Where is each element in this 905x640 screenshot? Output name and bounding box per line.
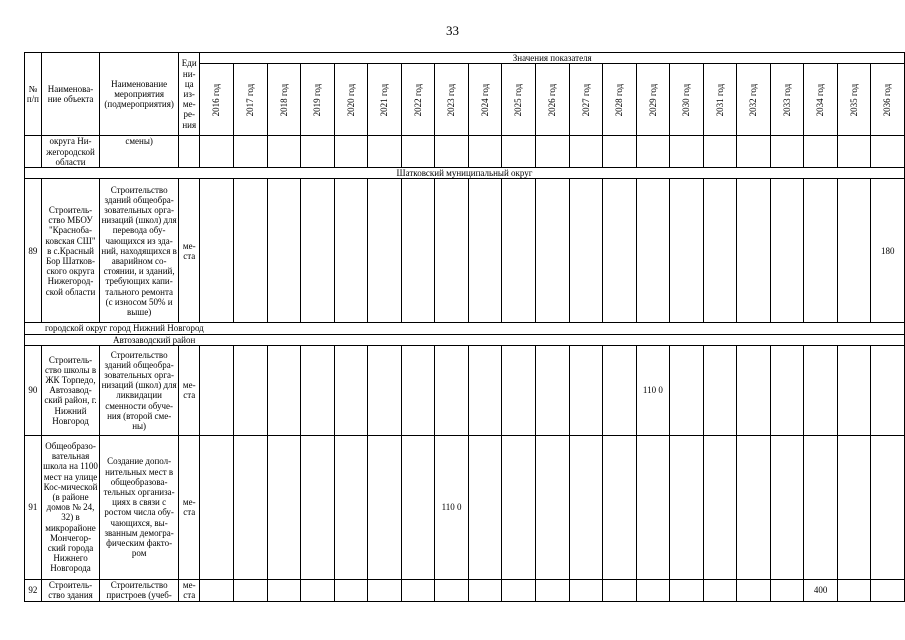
row-unit: ме-ста xyxy=(178,345,200,435)
cont-measure: смены) xyxy=(100,136,179,168)
row-num: 91 xyxy=(25,435,42,579)
row-measure: Строительство зданий общеобра-зовательных орга-низаций (школ) для перевода обу-чающихся из зда-ний, находящихся в аварийном со-стоянии, и зданий, требующих капи-тального ремонта (с износом 50% и выше) xyxy=(100,179,179,323)
year-2021: 2021 год xyxy=(368,64,402,136)
row-measure: Строительство пристроев (учеб- xyxy=(100,579,179,601)
cont-object: округа Ни-жегородской области xyxy=(41,136,100,168)
header-values: Значения показателя xyxy=(200,53,905,64)
year-2029: 2029 год xyxy=(636,64,670,136)
year-2032: 2032 год xyxy=(737,64,771,136)
row-num: 92 xyxy=(25,579,42,601)
value-2034: 400 xyxy=(804,579,838,601)
year-2035: 2035 год xyxy=(837,64,871,136)
section-city: городской округ город Нижний Новгород xyxy=(25,323,905,334)
header-num: № п/п xyxy=(25,53,42,136)
row-object: Строитель-ство здания xyxy=(41,579,100,601)
year-2034: 2034 год xyxy=(804,64,838,136)
year-2026: 2026 год xyxy=(535,64,569,136)
year-2020: 2020 год xyxy=(334,64,368,136)
year-2016: 2016 год xyxy=(200,64,234,136)
row-unit: ме-ста xyxy=(178,579,200,601)
year-2023: 2023 год xyxy=(435,64,469,136)
row-object: Строитель-ство школы в ЖК Торпедо, Автозавод-ский район, г. Нижний Новгород xyxy=(41,345,100,435)
row-num: 90 xyxy=(25,345,42,435)
value-2036: 180 xyxy=(871,179,905,323)
year-2024: 2024 год xyxy=(468,64,502,136)
section-avtozavodsky: Автозаводский район xyxy=(25,334,905,345)
row-num: 89 xyxy=(25,179,42,323)
year-2022: 2022 год xyxy=(401,64,435,136)
table-row xyxy=(25,579,905,601)
table-row xyxy=(25,136,905,168)
year-2017: 2017 год xyxy=(234,64,268,136)
header-measure: Наименование мероприятия (подмероприятия) xyxy=(100,53,179,136)
header-object: Наименова-ние объекта xyxy=(41,53,100,136)
page-number: 33 xyxy=(446,23,459,38)
row-unit: ме-ста xyxy=(178,179,200,323)
row-object: Общеобразо-вательная школа на 1100 мест на улице Кос-мической (в районе домов № 24, 32) в микрорайоне Мончегор-ский города Нижнего Новгорода xyxy=(41,435,100,579)
year-2031: 2031 год xyxy=(703,64,737,136)
year-2019: 2019 год xyxy=(301,64,335,136)
year-2025: 2025 год xyxy=(502,64,536,136)
year-2018: 2018 год xyxy=(267,64,301,136)
row-object: Строитель-ство МБОУ "Краснобa-ковская СШ" в с.Красный Бор Шатков-ского округа Нижегород-ской области xyxy=(41,179,100,323)
indicator-table xyxy=(24,52,905,602)
year-2027: 2027 год xyxy=(569,64,603,136)
row-measure: Строительство зданий общеобра-зовательных орга-низаций (школ) для ликвидации сменности обуче-ния (второй сме-ны) xyxy=(100,345,179,435)
year-2028: 2028 год xyxy=(603,64,637,136)
table-row xyxy=(25,435,905,579)
table-row xyxy=(25,179,905,323)
table-row xyxy=(25,345,905,435)
section-shatki: Шатковский муниципальный округ xyxy=(25,168,905,179)
row-measure: Создание допол-нительных мест в общеобразова-тельных организа-циях в связи с ростом числа обу-чающихся, вы-званным демогра-фическим факто-ром xyxy=(100,435,179,579)
value-2029: 110 0 xyxy=(636,345,670,435)
year-2033: 2033 год xyxy=(770,64,804,136)
value-2023: 110 0 xyxy=(435,435,469,579)
year-2030: 2030 год xyxy=(670,64,704,136)
row-unit: ме-ста xyxy=(178,435,200,579)
year-2036: 2036 год xyxy=(871,64,905,136)
header-unit: Еди ни-ца из-ме-ре-ния xyxy=(178,53,200,136)
